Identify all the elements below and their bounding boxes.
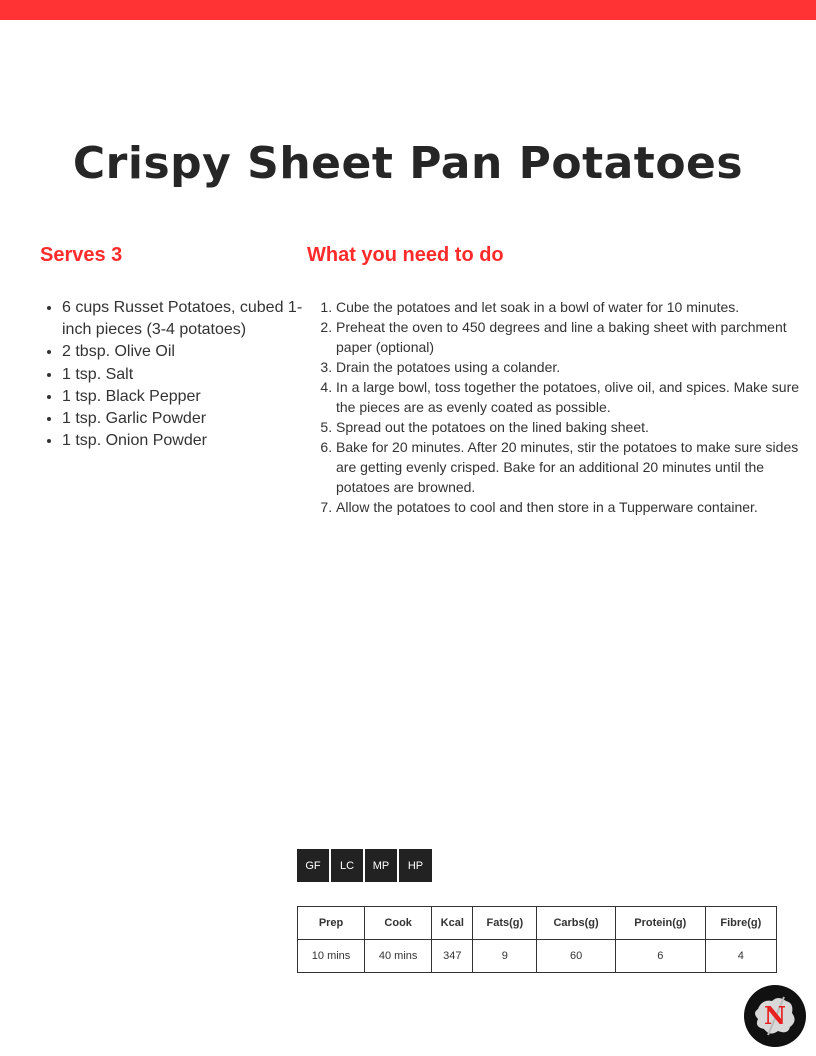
brand-logo-graphic: [744, 985, 806, 1047]
diet-tag-hp: HP: [399, 849, 432, 882]
logo-letter: N: [764, 1001, 786, 1030]
diet-tags: [297, 849, 434, 882]
diet-tag-lc: LC: [331, 849, 363, 882]
nutrition-header-cell: Fats(g): [473, 907, 537, 940]
nutrition-value-cell: 4: [705, 940, 776, 973]
ingredient-item: • 1 tsp. Black Pepper: [62, 386, 312, 408]
ingredient-item: • 6 cups Russet Potatoes, cubed 1-inch pieces (3-4 potatoes): [62, 297, 312, 341]
nutrition-header-cell: Kcal: [432, 907, 473, 940]
ingredient-item: • 1 tsp. Salt: [62, 364, 312, 386]
ingredient-item: • 2 tbsp. Olive Oil: [62, 341, 312, 363]
brand-logo-icon: [744, 985, 806, 1047]
instruction-step: 4. In a large bowl, toss together the potatoes, olive oil, and spices. Make sure the pieces are as evenly coated as possible.: [336, 377, 816, 417]
diet-tag-mp: MP: [365, 849, 397, 882]
serves-heading: Serves 3: [40, 244, 123, 266]
ingredient-item: • 1 tsp. Onion Powder: [62, 430, 312, 452]
nutrition-value-cell: 347: [432, 940, 473, 973]
ingredient-item: • 1 tsp. Garlic Powder: [62, 408, 312, 430]
nutrition-table: [297, 906, 777, 973]
nutrition-header-cell: Carbs(g): [537, 907, 615, 940]
instruction-step: 7. Allow the potatoes to cool and then store in a Tupperware container.: [336, 497, 816, 517]
steps-heading: What you need to do: [307, 244, 504, 266]
top-accent-bar: [0, 0, 816, 20]
nutrition-value-cell: 60: [537, 940, 615, 973]
ingredient-list: [44, 297, 312, 452]
instruction-list: [315, 297, 816, 517]
nutrition-header-row: [298, 907, 777, 940]
nutrition-header-cell: Fibre(g): [705, 907, 776, 940]
instruction-step: 6. Bake for 20 minutes. After 20 minutes, stir the potatoes to make sure sides are getting evenly crisped. Bake for an additional 20 minutes until the potatoes are browned.: [336, 437, 816, 497]
nutrition-value-cell: 40 mins: [365, 940, 432, 973]
instruction-step: 3. Drain the potatoes using a colander.: [336, 357, 816, 377]
nutrition-value-row: [298, 940, 777, 973]
recipe-title: Crispy Sheet Pan Potatoes: [72, 138, 744, 189]
nutrition-header-cell: Prep: [298, 907, 365, 940]
instruction-step: 1. Cube the potatoes and let soak in a bowl of water for 10 minutes.: [336, 297, 816, 317]
instruction-step: 5. Spread out the potatoes on the lined baking sheet.: [336, 417, 816, 437]
nutrition-header-cell: Protein(g): [615, 907, 705, 940]
nutrition-value-cell: 10 mins: [298, 940, 365, 973]
nutrition-value-cell: 6: [615, 940, 705, 973]
nutrition-value-cell: 9: [473, 940, 537, 973]
diet-tag-gf: GF: [297, 849, 329, 882]
instruction-step: 2. Preheat the oven to 450 degrees and line a baking sheet with parchment paper (optional): [336, 317, 816, 357]
nutrition-header-cell: Cook: [365, 907, 432, 940]
